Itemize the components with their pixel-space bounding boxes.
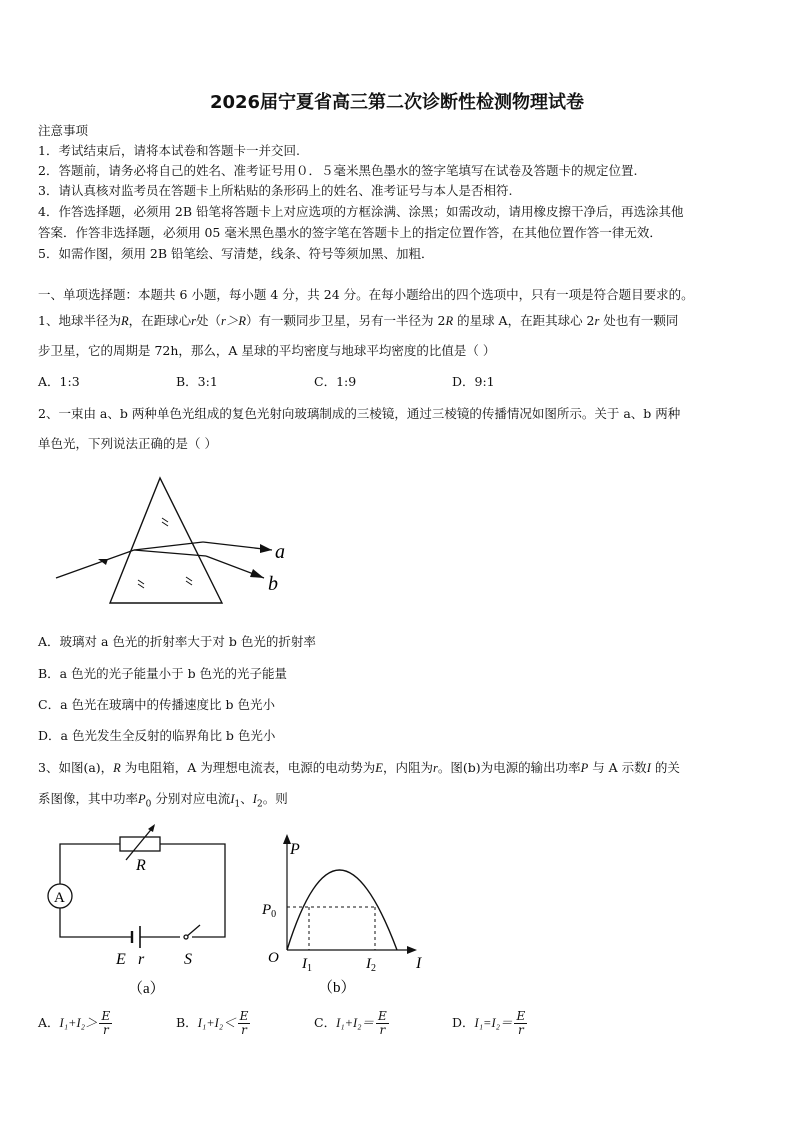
q2-line1: 2、一束由 a、b 两种单色光组成的复色光射向玻璃制成的三棱镜，通过三棱镜的传播情况如图所示。关于 a、b 两种 xyxy=(38,406,681,421)
switch-contact xyxy=(184,935,188,939)
q3-option-d: D．I₁=I₂＝ $\frac{E}{r}$ xyxy=(452,1009,526,1037)
prism-triangle xyxy=(110,478,222,603)
q3-option-a: A．I₁+I₂＞ $\frac{E}{r}$ xyxy=(38,1009,111,1037)
notice-item: 2．答题前，请务必将自己的姓名、准考证号用０．５毫米黑色墨水的签字笔填写在试卷及答题卡的规定位置. xyxy=(38,163,638,178)
notice-heading: 注意事项 xyxy=(38,123,89,138)
ray-b-inside xyxy=(134,550,206,556)
caption-a: （a） xyxy=(128,981,165,997)
q3-option-c: C．I₁+I₂＝ $\frac{E}{r}$ xyxy=(314,1009,387,1037)
q3-option-b: B．I₁+I₂＜ $\frac{E}{r}$ xyxy=(176,1009,249,1037)
q1-option-b: B．3:1 xyxy=(176,374,218,389)
axis-label-P: P xyxy=(290,841,300,858)
q1-option-c: C．1:9 xyxy=(314,374,357,389)
label-b: b xyxy=(268,573,278,595)
q1-line2: 步卫星，它的周期是 72h，那么，A 星球的平均密度与地球平均密度的比值是（ ） xyxy=(38,343,496,358)
origin-O: O xyxy=(268,950,279,966)
page-title: 2026届宁夏省高三第二次诊断性检测物理试卷 xyxy=(209,92,585,113)
section-heading: 一、单项选择题：本题共 6 小题，每小题 4 分，共 24 分。在每小题给出的四个选项中，只有一项是符合题目要求的。 xyxy=(38,287,694,302)
notice-item: 答案．作答非选择题，必须用 05 毫米黑色墨水的签字笔在答题卡上的指定位置作答，在其他位置作答一律无效． xyxy=(38,225,662,240)
caption-b: （b） xyxy=(318,980,356,996)
q3-line2: 系图像，其中功率$P_0$ 分别对应电流$I_1$、$I_2$。则 xyxy=(38,791,288,810)
switch-blade xyxy=(186,925,200,937)
label-r: r xyxy=(138,951,145,968)
circuit-diagram xyxy=(40,812,240,1002)
q1-option-a: A．1:3 xyxy=(38,374,80,389)
power-current-graph xyxy=(256,830,436,1002)
q1-option-d: D．9:1 xyxy=(452,374,495,389)
q2-option-c: C．a 色光在玻璃中的传播速度比 b 色光小 xyxy=(38,697,275,712)
axis-label-I: I xyxy=(416,955,422,972)
notice-item: 5．如需作图，须用 2B 铅笔绘、写清楚，线条、符号等须加黑、加粗． xyxy=(38,246,434,261)
label-S: S xyxy=(184,951,192,968)
q2-option-d: D．a 色光发生全反射的临界角比 b 色光小 xyxy=(38,728,276,743)
power-curve xyxy=(287,870,397,950)
prism-diagram xyxy=(50,470,300,610)
label-R: R xyxy=(136,857,146,874)
notice-item: 1．考试结束后，请将本试卷和答题卡一并交回. xyxy=(38,143,300,158)
label-E: E xyxy=(116,951,126,968)
notice-item: 3．请认真核对监考员在答题卡上所粘贴的条形码上的姓名、准考证号与本人是否相符. xyxy=(38,183,513,198)
label-I2: $I_2$ xyxy=(366,956,376,974)
notice-item: 4．作答选择题，必须用 2B 铅笔将答题卡上对应选项的方框涂满、涂黑；如需改动，请用橡皮擦干净后，再选涂其他 xyxy=(38,204,684,219)
label-P0: $P_0$ xyxy=(262,902,277,920)
q1-line1: 1、地球半径为R，在距球心r处（r＞R）有一颗同步卫星，另有一半径为 2R 的星球 A，在距其球心 2r 处也有一颗同 xyxy=(38,313,679,328)
q3-line1: 3、如图(a)，R 为电阻箱，A 为理想电流表，电源的电动势为E，内阻为r。图(b)为电源的输出功率P 与 A 示数I 的关 xyxy=(38,760,680,775)
q2-option-a: A．玻璃对 a 色光的折射率大于对 b 色光的折射率 xyxy=(38,634,316,649)
ray-a-inside xyxy=(134,542,203,550)
q2-line2: 单色光，下列说法正确的是（ ） xyxy=(38,436,217,451)
label-a: a xyxy=(275,541,285,563)
circuit-wire xyxy=(60,908,132,937)
q2-option-b: B．a 色光的光子能量小于 b 色光的光子能量 xyxy=(38,666,288,681)
label-A: A xyxy=(54,890,65,906)
label-I1: $I_1$ xyxy=(302,956,312,974)
